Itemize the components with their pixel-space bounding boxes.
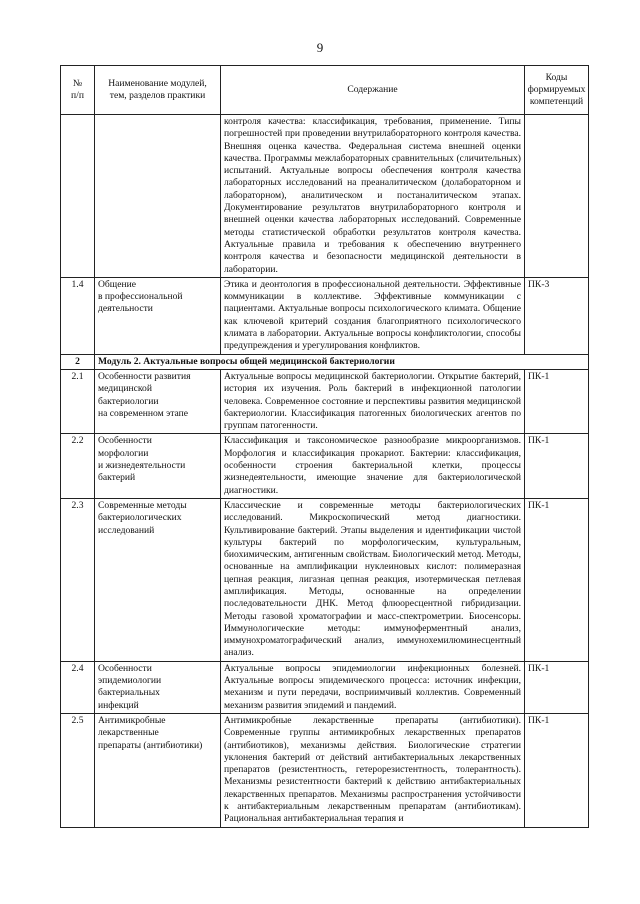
page-number: 9 (316, 40, 324, 55)
row-name: Особенности эпидемиологии бактериальных инфекций (95, 661, 221, 713)
table-row (61, 277, 589, 354)
row-code: ПК-1 (525, 713, 589, 827)
header-num: № п/п (61, 66, 95, 115)
row-num (61, 115, 95, 278)
row-name: Особенности морфологии и жизнедеятельности бактерий (95, 434, 221, 498)
row-content: Классические и современные методы бактериологических исследований. Микроскопический метод диагностики. Культивирование бактерий. Этапы выделения и идентификации чистой культуры бактерий по морфологическим, культуральным, биохимическим, антигенным свойствам. Биологический метод. Методы, основанные на амплификации нуклеиновых кислот: полимеразная цепная реакция, лигазная цепная реакция, изотермическая петлевая амплификация. Методы, основанные на определении последовательности ДНК. Метод флюоресцентной гибридизации. Методы газовой хроматографии и масс-спектрометрии. Биосенсоры. Иммунологические методы: иммуноферментный анализ, иммунохроматографический анализ, иммунохемилюминесцентный анализ. (221, 498, 525, 661)
curriculum-table (60, 65, 589, 828)
row-content: Актуальные вопросы медицинской бактериологии. Открытие бактерий, история их изучения. Роль бактерий в инфекционной патологии человека. Современное состояние и перспективы развития медицинской бактериологии. Классификация патогенных биологических агентов по группам патогенности. (221, 369, 525, 433)
table-row (61, 369, 589, 433)
table-row (61, 713, 589, 827)
row-name: Особенности развития медицинской бактериологии на современном этапе (95, 369, 221, 433)
row-num: 2.3 (61, 498, 95, 661)
row-content: Актуальные вопросы эпидемиологии инфекционных болезней. Актуальные вопросы эпидемического процесса: источник инфекции, механизм и пути передачи, восприимчивый коллектив. Современный механизм развития эпидемий и пандемий. (221, 661, 525, 713)
header-content: Содержание (221, 66, 525, 115)
row-code: ПК-3 (525, 277, 589, 354)
row-code: ПК-1 (525, 498, 589, 661)
table-row (61, 115, 589, 278)
row-code: ПК-1 (525, 369, 589, 433)
module-row (61, 354, 589, 369)
row-content: Классификация и таксономическое разнообразие микроорганизмов. Морфология и классификация прокариот. Бактерии: классификация, особенности строения бактериальной клетки, процессы жизнедеятельности, имеющие значение для бактериологической диагностики. (221, 434, 525, 498)
row-content: контроля качества: классификация, требования, применение. Типы погрешностей при проведении внутрилабораторного контроля качества. Внешняя оценка качества. Федеральная система внешней оценки качества. Программы межлабораторных сравнительных (сличительных) испытаний. Актуальные вопросы обеспечения контроля качества лабораторных исследований на преаналитическом (долабораторном и лабораторном), аналитическом и постаналитическом этапах. Документирование результатов внутрилабораторного контроля и внешней оценки качества лабораторных исследований. Современные методы статистической обработки результатов контроля качества. Актуальные правила и требования к обеспечению внутреннего контроля качества и безопасности медицинской деятельности в лаборатории. (221, 115, 525, 278)
row-num: 2.4 (61, 661, 95, 713)
row-num: 1.4 (61, 277, 95, 354)
row-code: ПК-1 (525, 661, 589, 713)
row-num: 2.1 (61, 369, 95, 433)
table-row (61, 434, 589, 498)
row-name: Современные методы бактериологических исследований (95, 498, 221, 661)
row-name: Антимикробные лекарственные препараты (антибиотики) (95, 713, 221, 827)
row-num: 2.5 (61, 713, 95, 827)
row-name (95, 115, 221, 278)
header-name: Наименование модулей, тем, разделов практики (95, 66, 221, 115)
row-content: Антимикробные лекарственные препараты (антибиотики). Современные группы антимикробных лекарственных препаратов (антибиотиков), механизмы действия. Биологические стратегии уклонения бактерий от действий антибактериальных лекарственных препаратов (резистентность, гетерорезистентность, толерантность). Механизмы резистентности бактерий к действию антибактериальных лекарственных препаратов. Механизмы распространения устойчивости к антибактериальным лекарственным препаратам (антибиотикам). Рациональная антибактериальная терапия и (221, 713, 525, 827)
row-num: 2.2 (61, 434, 95, 498)
module-title: Модуль 2. Актуальные вопросы общей медицинской бактериологии (95, 354, 589, 369)
table-row (61, 661, 589, 713)
row-name: Общение в профессиональной деятельности (95, 277, 221, 354)
table-header-row (61, 66, 589, 115)
row-code (525, 115, 589, 278)
table-row (61, 498, 589, 661)
header-codes: Коды формируемых компетенций (525, 66, 589, 115)
row-code: ПК-1 (525, 434, 589, 498)
module-num: 2 (61, 354, 95, 369)
row-content: Этика и деонтология в профессиональной деятельности. Эффективные коммуникации в коллективе. Эффективные коммуникации с пациентами. Актуальные вопросы психологического климата. Общение как ключевой критерий создания благоприятного психологического климата в лаборатории. Актуальные вопросы конфликтологии, способы предупреждения и урегулирования конфликтов. (221, 277, 525, 354)
